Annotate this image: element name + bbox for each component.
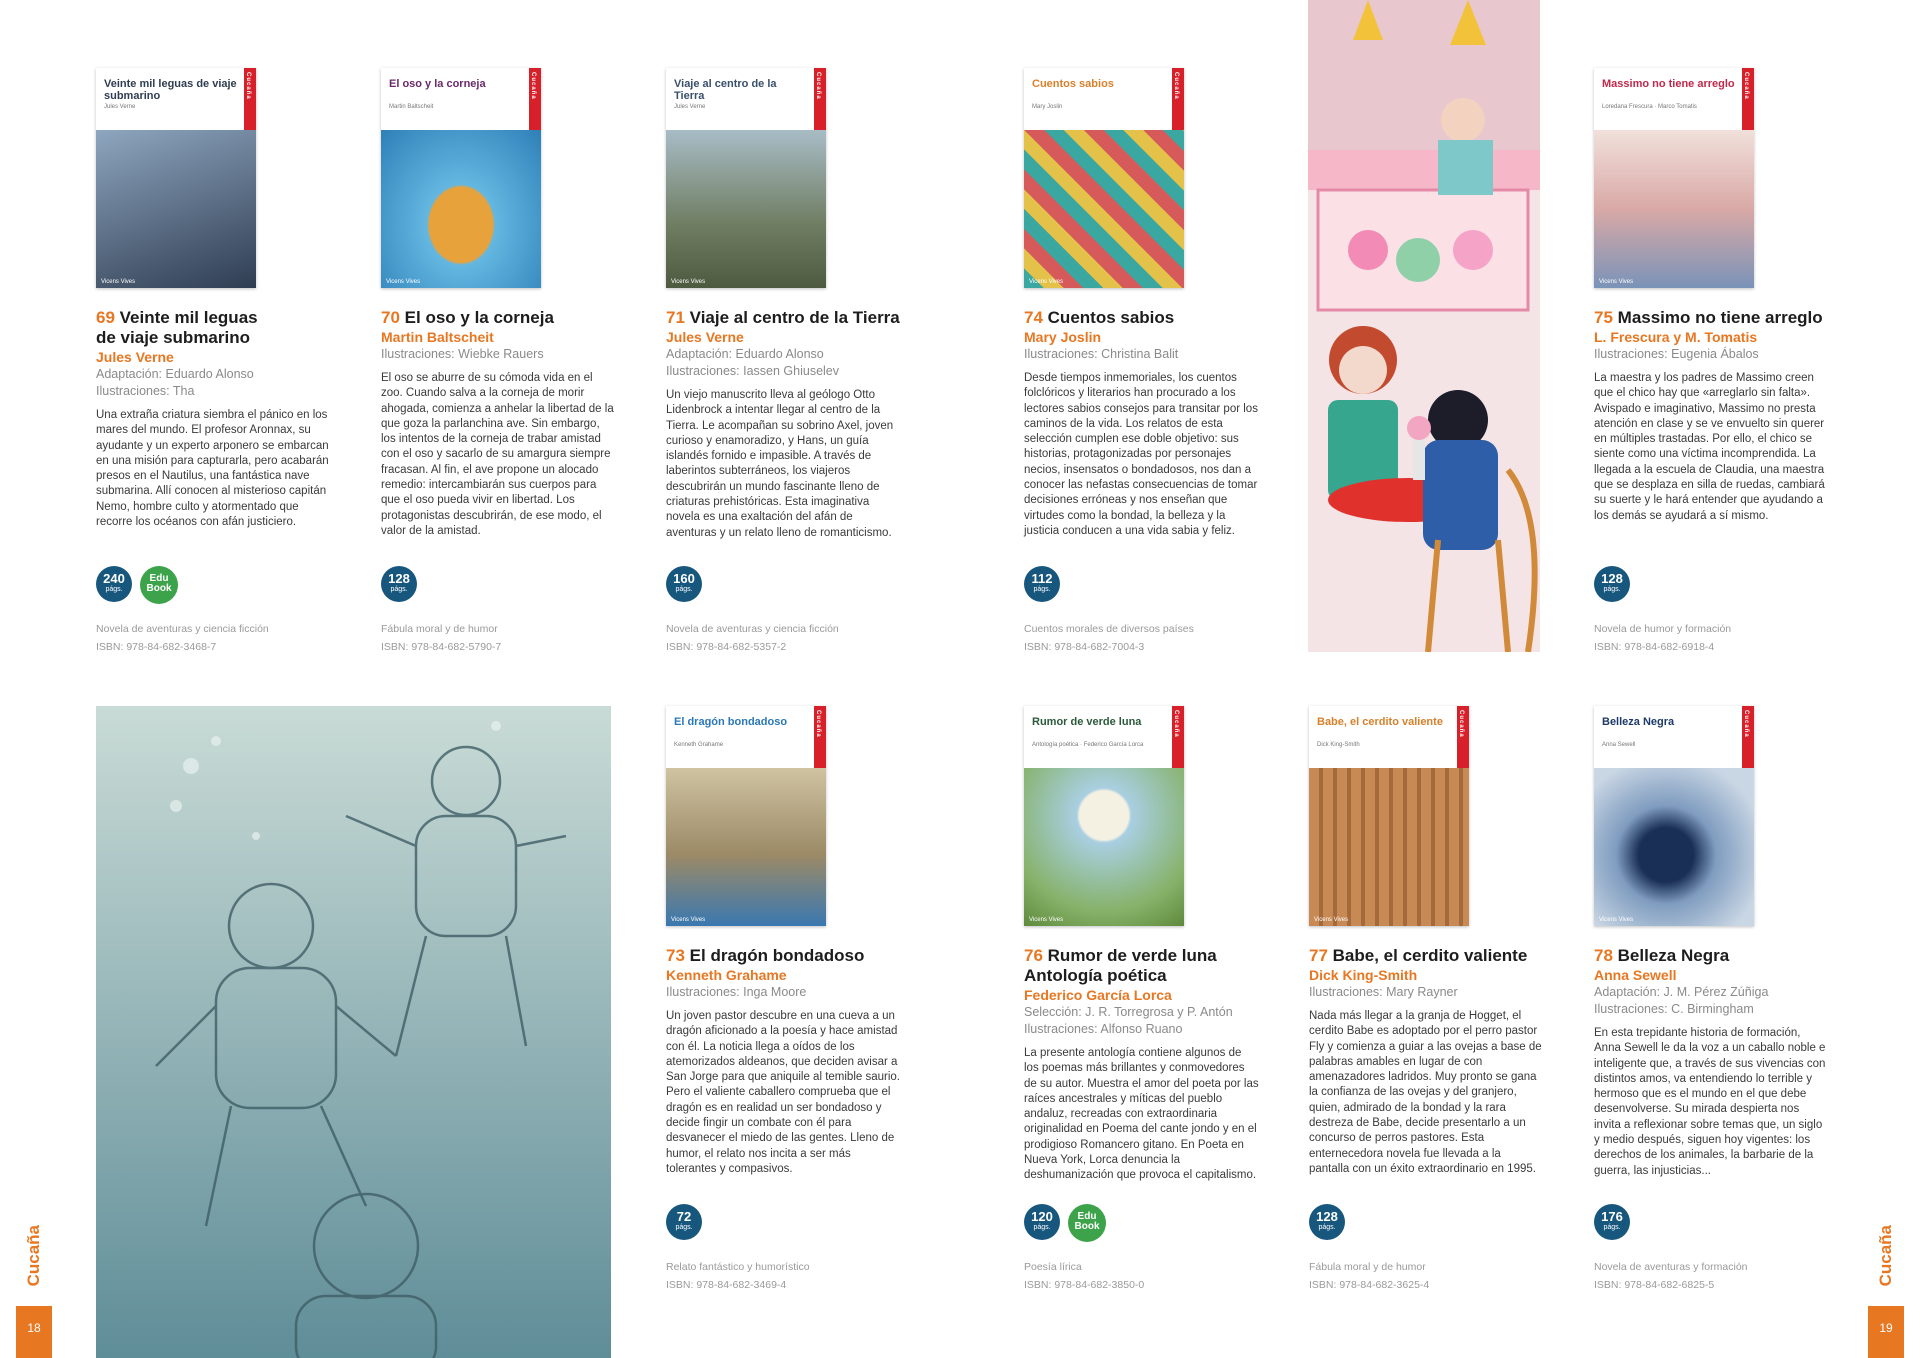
cover-title: Cuentos sabios xyxy=(1032,78,1114,90)
series-band: Cucaña xyxy=(814,706,826,768)
book-isbn: ISBN: 978-84-682-5357-2 xyxy=(666,641,787,653)
book-isbn: ISBN: 978-84-682-5790-7 xyxy=(381,641,502,653)
series-band: Cucaña xyxy=(1742,706,1754,768)
book-isbn: ISBN: 978-84-682-3850-0 xyxy=(1024,1279,1145,1291)
book-isbn: ISBN: 978-84-682-3469-4 xyxy=(666,1279,787,1291)
cover-art xyxy=(96,130,256,288)
book-genre: Novela de aventuras y ciencia ficción xyxy=(96,623,269,635)
book-description: La maestra y los padres de Massimo creen que el chico hay que «arreglarlo sin falta». Avispado e imaginativo, Massimo no presta atención en clase y se ve envuelto sin querer en múltiples trastadas. Por ello, el chico se siente como una víctima incomprendida. La llegada a la escuela de Claudia, una maestra que se desplaza en silla de ruedas, cambiará su suerte y le hará entender que ayudando a los demás se ayudará a sí mismo. xyxy=(1594,372,1825,522)
series-band: Cucaña xyxy=(1457,706,1469,768)
book-title: 76 Rumor de verde luna Antología poética xyxy=(1024,946,1217,985)
book-isbn: ISBN: 978-84-682-6825-5 xyxy=(1594,1279,1715,1291)
book-genre: Fábula moral y de humor xyxy=(381,623,498,635)
publisher-logo: Vicens Vives xyxy=(1314,917,1349,923)
book-genre: Relato fantástico y humorístico xyxy=(666,1261,810,1273)
cover-title: El dragón bondadoso xyxy=(674,716,788,728)
deep-sea-divers-illustration xyxy=(96,706,611,1358)
page-number-right: 19 xyxy=(1868,1306,1904,1358)
cover-title: El oso y la corneja xyxy=(389,78,486,90)
book-card-70[interactable] xyxy=(381,68,616,653)
book-description: La presente antología contiene algunos de los poemas más brillantes y conmovedores de su autor. Muestra el amor del poeta por las raíces ancestrales y míticas del pueblo andaluz, recreadas con extraordinaria originalidad en Poema del cante jondo y en el prodigioso Romancero gitano. En Poeta en Nueva York, Lorca denuncia la deshumanización que provoca el capitalismo. xyxy=(1024,1047,1259,1182)
book-card-74[interactable] xyxy=(1024,68,1259,653)
book-card-76[interactable] xyxy=(1024,706,1259,1291)
page-count-badge: 240 págs. xyxy=(96,566,132,602)
book-author: Jules Verne xyxy=(666,329,744,345)
page-count-badge: 112 págs. xyxy=(1024,566,1060,602)
publisher-logo: Vicens Vives xyxy=(1599,917,1634,923)
cover-author: Antología poética · Federico García Lorca xyxy=(1032,742,1144,748)
book-author: Jules Verne xyxy=(96,349,174,365)
book-cover[interactable] xyxy=(96,68,256,288)
book-title: 75 Massimo no tiene arreglo xyxy=(1594,308,1823,327)
book-cover[interactable] xyxy=(666,706,826,926)
book-number: 73 xyxy=(666,946,685,965)
book-number: 71 xyxy=(666,308,685,327)
cover-title: Babe, el cerdito valiente xyxy=(1317,716,1443,728)
publisher-logo: Vicens Vives xyxy=(101,279,136,285)
book-card-71[interactable] xyxy=(666,68,901,653)
book-genre: Novela de humor y formación xyxy=(1594,623,1732,635)
series-band: Cucaña xyxy=(244,68,256,130)
book-genre: Fábula moral y de humor xyxy=(1309,1261,1426,1273)
page-count-badge: 72 págs. xyxy=(666,1204,702,1240)
book-number: 74 xyxy=(1024,308,1043,327)
cover-art xyxy=(666,768,826,926)
book-isbn: ISBN: 978-84-682-7004-3 xyxy=(1024,641,1145,653)
book-number: 69 xyxy=(96,308,115,327)
cover-art xyxy=(1594,768,1754,926)
cover-title: Viaje al centro de la Tierra xyxy=(674,78,777,102)
publisher-logo: Vicens Vives xyxy=(1029,279,1064,285)
book-cover[interactable] xyxy=(666,68,826,288)
book-description: Nada más llegar a la granja de Hogget, el cerdito Babe es adoptado por el perro pastor Fly y comienza a guiar a las ovejas a base de palabras amables en lugar de con amenazadores ladridos. Muy pronto se gana la confianza de las ovejas y del granjero, quien, admirado de la bondad y la rara destreza de Babe, decide presentarlo a un concurso de perros pastores. Esta enternecedora novela fue llevada a la pantalla con un éxito extraordinario en 1995. xyxy=(1309,1010,1542,1175)
book-author: Mary Joslin xyxy=(1024,329,1102,345)
book-credit: Ilustraciones: Christina Balit xyxy=(1024,347,1179,361)
book-isbn: ISBN: 978-84-682-3625-4 xyxy=(1309,1279,1430,1291)
book-title: 73 El dragón bondadoso xyxy=(666,946,865,965)
book-credit: Ilustraciones: Mary Rayner xyxy=(1309,985,1458,999)
book-number: 76 xyxy=(1024,946,1043,965)
book-genre: Poesía lírica xyxy=(1024,1261,1082,1273)
cover-title: Belleza Negra xyxy=(1602,716,1675,728)
book-isbn: ISBN: 978-84-682-3468-7 xyxy=(96,641,217,653)
cover-author: Martin Baltscheit xyxy=(389,104,434,110)
book-title: 74 Cuentos sabios xyxy=(1024,308,1175,327)
book-description: Un joven pastor descubre en una cueva a un dragón aficionado a la poesía y hace amistad con él. La noticia llega a oídos de los atemorizados aldeanos, que deciden avisar a San Jorge para que aniquile al temible saurio. Pero el valiente caballero comprueba que el dragón es en realidad un ser bondadoso y decide fingir un combate con él para desvanecer el miedo de las gentes. Lleno de humor, el relato nos incita a ser más tolerantes y compasivos. xyxy=(666,1010,900,1175)
book-isbn: ISBN: 978-84-682-6918-4 xyxy=(1594,641,1715,653)
page-count-badge: 176 págs. xyxy=(1594,1204,1630,1240)
cover-title: Massimo no tiene arreglo xyxy=(1602,78,1735,90)
book-cover[interactable] xyxy=(1594,706,1754,926)
cover-author: Loredana Frescura · Marco Tomatis xyxy=(1602,104,1697,110)
book-genre: Cuentos morales de diversos países xyxy=(1024,623,1194,635)
book-card-73[interactable] xyxy=(666,706,901,1291)
book-card-69[interactable] xyxy=(96,68,331,653)
book-credit: Selección: J. R. Torregrosa y P. Antón xyxy=(1024,1005,1233,1019)
cover-art xyxy=(1024,768,1184,926)
cover-title: Rumor de verde luna xyxy=(1032,716,1142,728)
book-title: 71 Viaje al centro de la Tierra xyxy=(666,308,900,327)
series-side-label-left: Cucaña xyxy=(24,1225,43,1287)
page-count-badge: 120 págs. xyxy=(1024,1204,1060,1240)
book-credit: Ilustraciones: Iassen Ghiuselev xyxy=(666,364,840,378)
cover-author: Dick King-Smith xyxy=(1317,742,1360,748)
series-side-label-right: Cucaña xyxy=(1876,1225,1895,1287)
cover-art xyxy=(381,130,541,288)
cover-author: Jules Verne xyxy=(674,104,706,110)
book-cover[interactable] xyxy=(1024,706,1184,926)
page-count-badge: 160 págs. xyxy=(666,566,702,602)
publisher-logo: Vicens Vives xyxy=(1599,279,1634,285)
cover-art xyxy=(1594,130,1754,288)
book-credit: Ilustraciones: Inga Moore xyxy=(666,985,807,999)
book-cover[interactable] xyxy=(1309,706,1469,926)
publisher-logo: Vicens Vives xyxy=(1029,917,1064,923)
book-number: 78 xyxy=(1594,946,1613,965)
book-credit: Ilustraciones: Eugenia Ábalos xyxy=(1594,347,1759,361)
book-description: Desde tiempos inmemoriales, los cuentos folclóricos y literarios han procurado a los lectores sabios consejos para transitar por los caminos de la vida. Los relatos de esta selección cumplen ese doble objetivo: sus historias, protagonizadas por personajes necios, insensatos o bondadosos, nos dan a conocer las nefastas consecuencias de tomar decisiones erróneas y nos enseñan que virtudes como la bondad, la belleza y la justicia conducen a una vida sabia y feliz. xyxy=(1024,372,1258,537)
edubook-badge: Edu Book xyxy=(140,566,178,604)
book-author: Martin Baltscheit xyxy=(381,329,494,345)
series-band: Cucaña xyxy=(1742,68,1754,130)
cover-author: Kenneth Grahame xyxy=(674,742,724,748)
edubook-badge: Edu Book xyxy=(1068,1204,1106,1242)
cover-author: Mary Joslin xyxy=(1032,104,1063,110)
book-author: L. Frescura y M. Tomatis xyxy=(1594,329,1758,345)
book-genre: Novela de aventuras y formación xyxy=(1594,1261,1748,1273)
book-card-78[interactable] xyxy=(1594,706,1829,1291)
book-description: Un viejo manuscrito lleva al geólogo Otto Lidenbrock a intentar llegar al centro de la Tierra. Le acompañan su sobrino Axel, joven curioso y enamoradizo, y Hans, un guía islandés fornido e impasible. A través de laberintos subterráneos, los viajeros descubrirán un mundo fascinante lleno de criaturas prehistóricas. Esta imaginativa novela es una exaltación del afán de aventuras y un relato lleno de romanticismo. xyxy=(666,389,894,539)
cover-art xyxy=(1024,130,1184,288)
cover-art xyxy=(1309,768,1469,926)
book-cover[interactable] xyxy=(1594,68,1754,288)
book-number: 75 xyxy=(1594,308,1613,327)
book-credit: Adaptación: Eduardo Alonso xyxy=(96,367,254,381)
book-number: 77 xyxy=(1309,946,1328,965)
book-credit: Ilustraciones: Tha xyxy=(96,384,195,398)
cover-author: Anna Sewell xyxy=(1602,742,1636,748)
book-description: Una extraña criatura siembra el pánico en los mares del mundo. El profesor Aronnax, su ayudante y un experto arponero se embarcan en una misión para capturarla, pero acabarán presos en el Nautilus, una fantástica nave submarina. Allí conocen al misterioso capitán Nemo, hombre culto y atormentado que recorre los océanos con afán justiciero. xyxy=(96,409,329,529)
ice-cream-shop-illustration xyxy=(1308,0,1540,652)
page-count-badge: 128 págs. xyxy=(381,566,417,602)
book-credit: Adaptación: J. M. Pérez Zúñiga xyxy=(1594,985,1769,999)
page-count-badge: 128 págs. xyxy=(1594,566,1630,602)
book-author: Anna Sewell xyxy=(1594,967,1677,983)
book-genre: Novela de aventuras y ciencia ficción xyxy=(666,623,839,635)
book-title: 69 Veinte mil leguas de viaje submarino xyxy=(96,308,258,347)
publisher-logo: Vicens Vives xyxy=(671,917,706,923)
book-author: Federico García Lorca xyxy=(1024,987,1172,1003)
series-band: Cucaña xyxy=(814,68,826,130)
book-credit: Ilustraciones: Wiebke Rauers xyxy=(381,347,544,361)
book-description: El oso se aburre de su cómoda vida en el zoo. Cuando salva a la corneja de morir ahogada, comienza a anhelar la libertad de la que goza la parlanchina ave. Sin embargo, los intentos de la corneja de trabar amistad con el oso y sacarlo de su amargura siempre fracasan. Al fin, el ave propone un alocado remedio: intercambiarán sus cuerpos para que el oso pueda vivir en libertad. Los protagonistas descubrirán, de ese modo, el valor de la amistad. xyxy=(381,372,614,537)
cover-author: Jules Verne xyxy=(104,104,136,110)
book-title: 77 Babe, el cerdito valiente xyxy=(1309,946,1528,965)
book-cover[interactable] xyxy=(381,68,541,288)
book-number: 70 xyxy=(381,308,400,327)
book-card-77[interactable] xyxy=(1309,706,1544,1291)
book-credit: Adaptación: Eduardo Alonso xyxy=(666,347,824,361)
publisher-logo: Vicens Vives xyxy=(671,279,706,285)
publisher-logo: Vicens Vives xyxy=(386,279,421,285)
book-card-75[interactable] xyxy=(1594,68,1829,653)
book-title: 78 Belleza Negra xyxy=(1594,946,1730,965)
book-description: En esta trepidante historia de formación, Anna Sewell le da la voz a un caballo noble e inteligente que, a través de sus vivencias con distintos amos, va entendiendo lo terrible y hermoso que es el mundo en el que debe desenvolverse. Su mirada despierta nos invita a reflexionar sobre temas que, un siglo y medio después, siguen hoy vigentes: los derechos de los animales, la barbarie de la guerra, las injusticias... xyxy=(1594,1027,1826,1177)
book-author: Kenneth Grahame xyxy=(666,967,787,983)
cover-title: Veinte mil leguas de viaje submarino xyxy=(104,78,237,102)
book-credit: Ilustraciones: Alfonso Ruano xyxy=(1024,1022,1183,1036)
page-number-left: 18 xyxy=(16,1306,52,1358)
series-band: Cucaña xyxy=(1172,68,1184,130)
page-count-badge: 128 págs. xyxy=(1309,1204,1345,1240)
book-cover[interactable] xyxy=(1024,68,1184,288)
series-band: Cucaña xyxy=(529,68,541,130)
book-title: 70 El oso y la corneja xyxy=(381,308,554,327)
series-band: Cucaña xyxy=(1172,706,1184,768)
cover-art xyxy=(666,130,826,288)
book-author: Dick King-Smith xyxy=(1309,967,1418,983)
book-credit: Ilustraciones: C. Birmingham xyxy=(1594,1002,1754,1016)
